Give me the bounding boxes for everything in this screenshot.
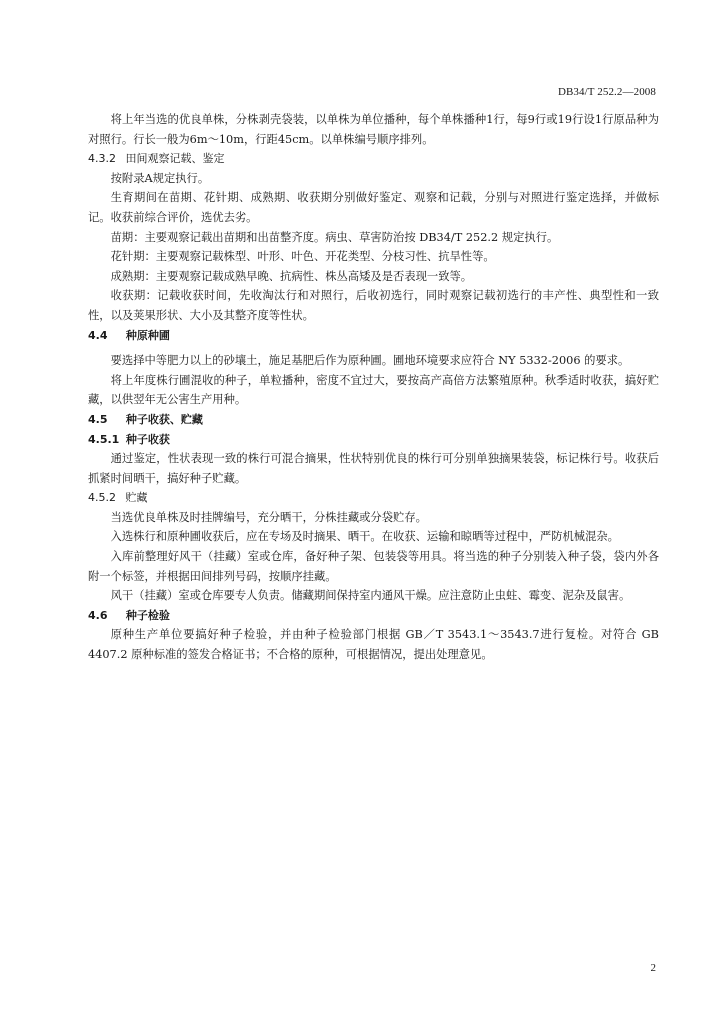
- paragraph-seed-harvest: 通过鉴定，性状表现一致的株行可混合摘果，性状特别优良的株行可分别单独摘果装袋，标记株行号。收获后抓紧时间晒干，搞好种子贮藏。: [88, 452, 659, 485]
- section-title: 种子检验: [125, 608, 170, 622]
- section-heading-4-4: [88, 326, 659, 346]
- section-title: 贮藏: [125, 491, 148, 505]
- paragraph-drying: 入选株行和原种圃收获后，应在专场及时摘果、晒干。在收获、运输和晾晒等过程中，严防机械混杂。: [110, 530, 619, 544]
- paragraph-single-plant-sowing: 将上年当选的优良单株，分株剥壳袋装，以单株为单位播种，每个单株播种1行，每9行或19行设1行原品种为对照行。行长一般为6m～10m，行距45cm。以单株编号顺序排列。: [88, 113, 659, 146]
- paragraph-appendix-a: 按附录A规定执行。: [110, 171, 210, 185]
- section-number: 4.6: [88, 608, 108, 622]
- paragraph-storage-prep: 入库前整理好风干（挂藏）室或仓库，备好种子架、包装袋等用具。将当选的种子分别装入种子袋，袋内外各附一个标签，并根据田间排列号码，按顺序挂藏。: [88, 550, 659, 583]
- section-number: 4.5: [88, 412, 108, 426]
- section-heading-4-6: [88, 606, 659, 626]
- section-number: 4.5.1: [88, 432, 120, 446]
- document-code: DB34/T 252.2—2008: [557, 86, 656, 98]
- paragraph-storage-management: 风干（挂藏）室或仓库要专人负责。储藏期间保持室内通风干燥。应注意防止虫蛀、霉变、泥杂及鼠害。: [110, 589, 631, 603]
- page-number: 2: [650, 962, 656, 974]
- section-number: 4.5.2: [88, 491, 116, 505]
- section-title: 种子收获、贮藏: [125, 412, 203, 426]
- section-heading-4-5-2: [88, 488, 659, 508]
- paragraph-seed-testing: 原种生产单位要搞好种子检验，并由种子检验部门根据 GB／T 3543.1～3543.7进行复检。对符合 GB 4407.2 原种标准的签发合格证书；不合格的原种，可根据情况，提出处理意见。: [88, 628, 659, 662]
- paragraph-tagging: 当选优良单株及时挂牌编号，充分晒干，分株挂藏或分袋贮存。: [110, 510, 427, 524]
- paragraph-harvest-stage: 收获期：记载收获时间，先收淘汰行和对照行，后收初选行，同时观察记载初选行的丰产性、典型性和一致性，以及荚果形状、大小及其整齐度等性状。: [88, 289, 659, 322]
- section-heading-4-3-2: [88, 149, 659, 169]
- paragraph-maturity-stage: 成熟期：主要观察记载成熟早晚、抗病性、株丛高矮及是否表现一致等。: [110, 269, 473, 283]
- document-body: [88, 110, 659, 665]
- section-title: 田间观察记载、鉴定: [125, 152, 225, 166]
- paragraph-growth-period: 生育期间在苗期、花针期、成熟期、收获期分别做好鉴定、观察和记载，分别与对照进行鉴定选择，并做标记。收获前综合评价，选优去劣。: [88, 191, 659, 224]
- paragraph-flowering-stage: 花针期：主要观察记载株型、叶形、叶色、开花类型、分枝习性、抗旱性等。: [110, 250, 495, 264]
- section-title: 种原种圃: [125, 328, 170, 342]
- paragraph-seed-propagation: 将上年度株行圃混收的种子，单粒播种，密度不宜过大，要按高产高倍方法繁殖原种。秋季适时收获，搞好贮藏，以供翌年无公害生产用种。: [88, 373, 659, 407]
- section-number: 4.4: [88, 328, 108, 342]
- section-title: 种子收获: [125, 432, 170, 446]
- section-heading-4-5: [88, 410, 659, 430]
- section-number: 4.3.2: [88, 152, 116, 166]
- paragraph-soil-requirement: 要选择中等肥力以上的砂壤土，施足基肥后作为原种圃。圃地环境要求应符合 NY 5332-2006 的要求。: [110, 354, 630, 368]
- section-heading-4-5-1: [88, 430, 659, 450]
- paragraph-seedling-stage: 苗期：主要观察记载出苗期和出苗整齐度。病虫、草害防治按 DB34/T 252.2 规定执行。: [110, 230, 559, 244]
